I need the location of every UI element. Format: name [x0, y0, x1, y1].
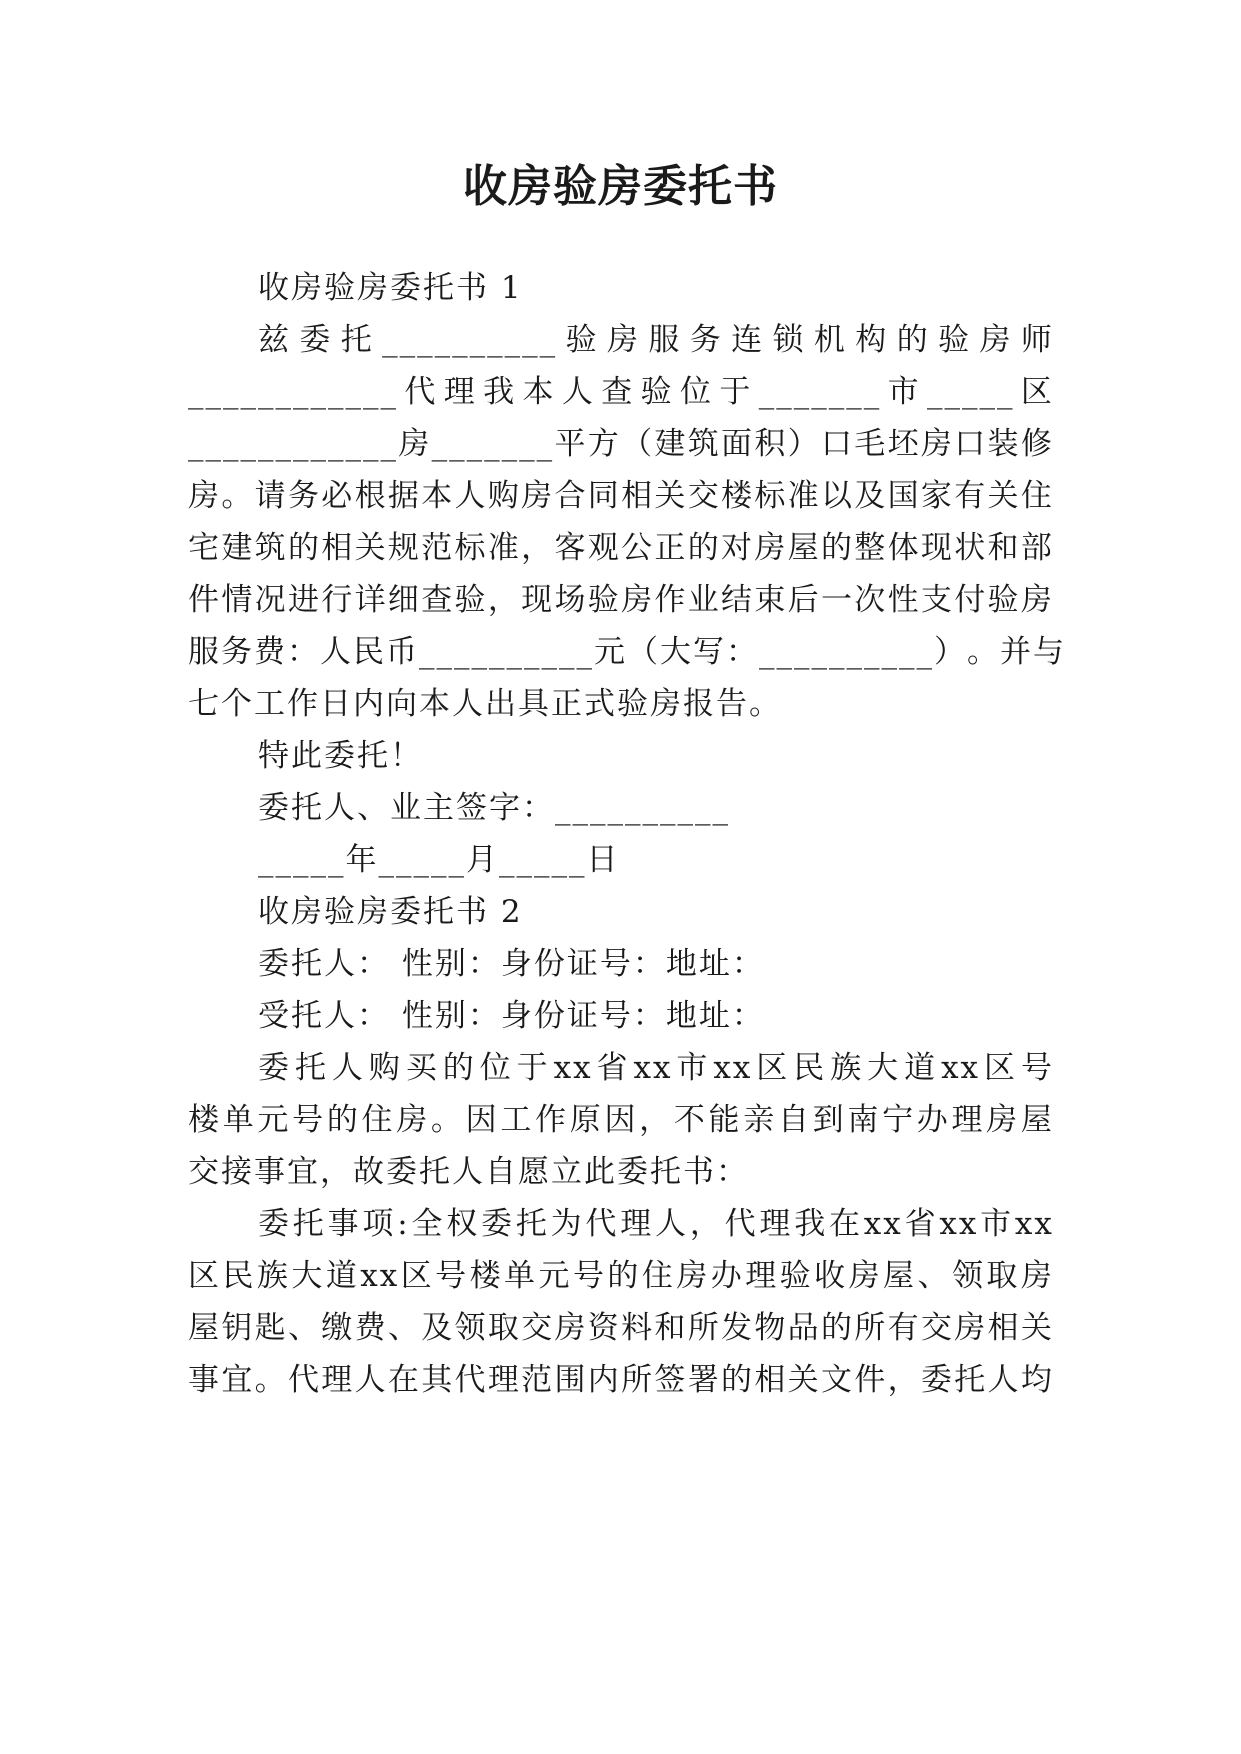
para2-line-1: 委 托 事 项 : 全 权 委 托 为 代 理 人 ， 代 理 我 在 xx 省 xx 市 xx: [258, 1206, 1054, 1242]
principal-info: 委托人： 性别：身份证号：地址：: [258, 946, 765, 982]
section2-heading: 收房验房委托书 2: [258, 894, 523, 930]
section1-line-4: 房 。 请 务 必 根 据 本 人 购 房 合 同 相 关 交 楼 标 准 以 及 国 家 有 关 住: [188, 478, 1054, 514]
agent-info: 受托人： 性别：身份证号：地址：: [258, 998, 765, 1034]
section1-line-7: 服 务 费 ： 人 民 币 __________ 元 （ 大 写 ： __________ ） 。 并 与: [188, 634, 1066, 670]
document-title: 收房验房委托书: [463, 161, 778, 212]
para2-line-4: 事 宜 。 代 理 人 在 其 代 理 范 围 内 所 签 署 的 相 关 文 件 ， 委 托 人 均: [188, 1362, 1054, 1398]
section1-line-1: 兹 委 托 __________ 验 房 服 务 连 锁 机 构 的 验 房 师: [258, 322, 1054, 358]
section1-line-5: 宅 建 筑 的 相 关 规 范 标 准 ， 客 观 公 正 的 对 房 屋 的 整 体 现 状 和 部: [188, 530, 1054, 566]
signature-line: 委托人、业主签字：__________: [258, 790, 730, 826]
section1-line-3: ____________ 房 _______ 平 方 （ 建 筑 面 积 ） 口 毛 坯 房 口 装 修: [188, 426, 1054, 462]
section1-line-8: 七个工作日内向本人出具正式验房报告。: [188, 686, 782, 722]
section1-line-6: 件 情 况 进 行 详 细 查 验 ， 现 场 验 房 作 业 结 束 后 一 次 性 支 付 验 房: [188, 582, 1054, 618]
section1-heading: 收房验房委托书 1: [258, 270, 523, 306]
para1-line-3: 交接事宜，故委托人自愿立此委托书：: [188, 1154, 749, 1190]
closing-text: 特此委托！: [258, 738, 423, 774]
section1-line-2: ____________ 代 理 我 本 人 查 验 位 于 _______ 市 _____ 区: [188, 374, 1054, 410]
date-line: _____年_____月_____日: [258, 842, 620, 878]
para2-line-3: 屋 钥 匙 、 缴 费 、 及 领 取 交 房 资 料 和 所 发 物 品 的 所 有 交 房 相 关: [188, 1310, 1054, 1346]
para2-line-2: 区 民 族 大 道 xx 区 号 楼 单 元 号 的 住 房 办 理 验 收 房 屋 、 领 取 房: [188, 1258, 1054, 1294]
para1-line-1: 委 托 人 购 买 的 位 于 xx 省 xx 市 xx 区 民 族 大 道 xx 区 号: [258, 1050, 1054, 1086]
para1-line-2: 楼 单 元 号 的 住 房 。 因 工 作 原 因 ， 不 能 亲 自 到 南 宁 办 理 房 屋: [188, 1102, 1054, 1138]
